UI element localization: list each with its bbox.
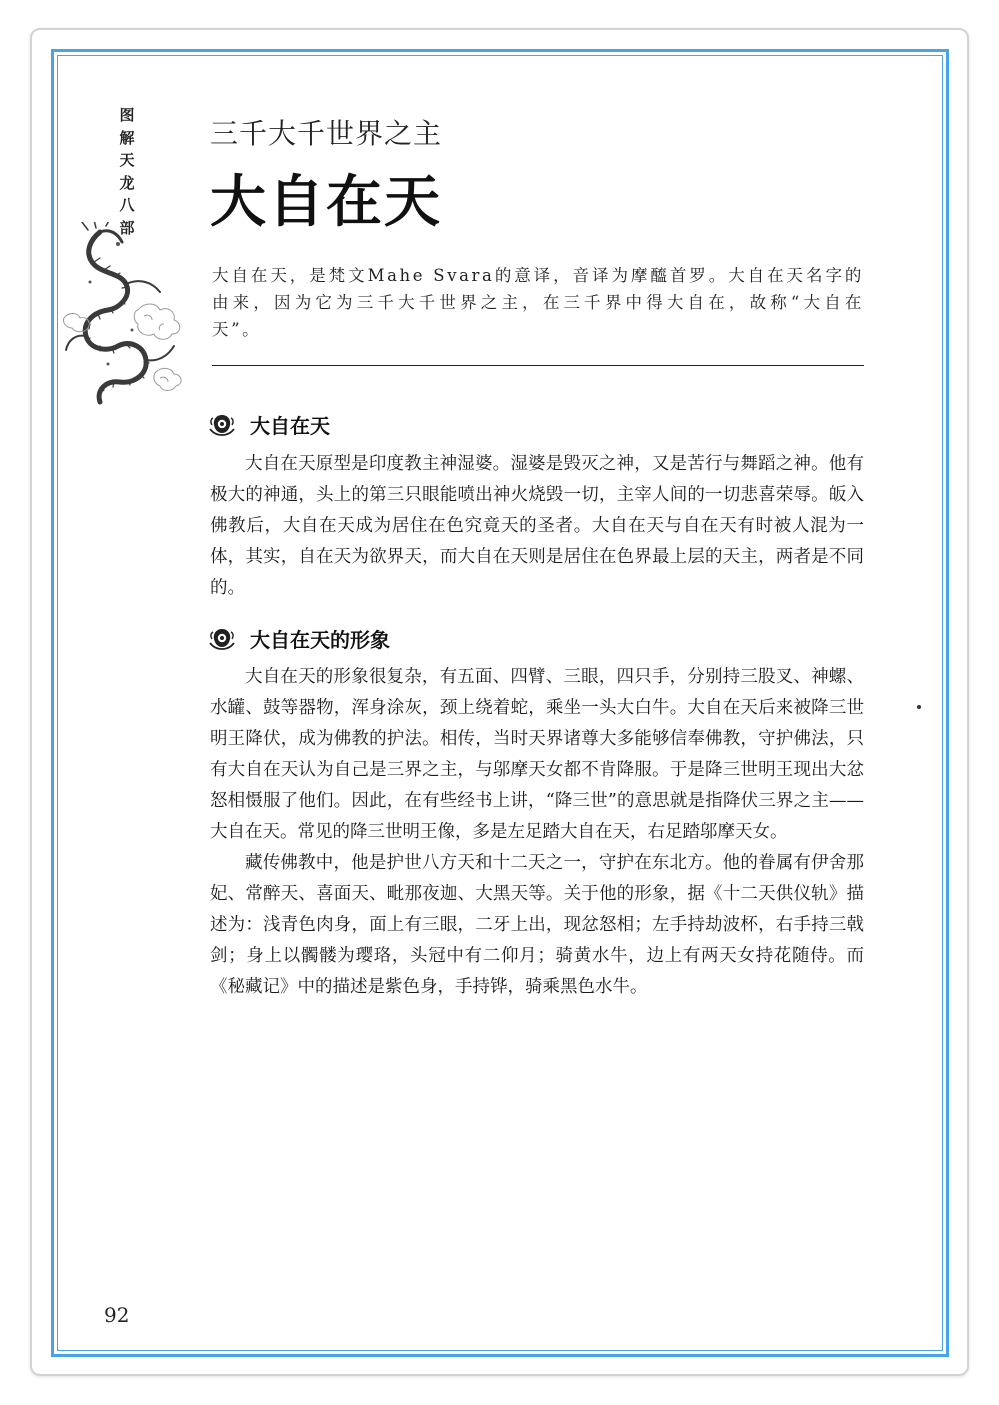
body-paragraph: 大自在天的形象很复杂，有五面、四臂、三眼，四只手，分别持三股叉、神螺、水罐、鼓等器物，浑身涂灰，颈上绕着蛇，乘坐一头大白牛。大自在天后来被降三世明王降伏，成为佛教的护法。相传，当时天界诸尊大多能够信奉佛教，守护佛法，只有大自在天认为自己是三界之主，与邬摩天女都不肯降服。于是降三世明王现出大忿怒相慑服了他们。因此，在有些经书上讲，“降三世”的意思就是指降伏三界之主——大自在天。常见的降三世明王像，多是左足踏大自在天，右足踏邬摩天女。 [210, 667, 864, 842]
section-body [210, 449, 864, 604]
dragon-illustration-icon [60, 222, 200, 412]
series-label-char: 解 [119, 128, 135, 147]
print-speck [917, 705, 921, 709]
series-label [112, 104, 142, 239]
body-paragraph: 藏传佛教中，他是护世八方天和十二天之一，守护在东北方。他的眷属有伊舍那妃、常醉天、喜面天、毗那夜迦、大黑天等。关于他的形象，据《十二天供仪轨》描述为：浅青色肉身，面上有三眼，二牙上出，现忿怒相；左手持劫波杯，右手持三戟剑；身上以髑髅为璎珞，头冠中有二仰月；骑黄水牛，边上有两天女持花随侍。而《秘藏记》中的描述是紫色身，手持铧，骑乘黑色水牛。 [210, 853, 864, 997]
page-number: 92 [104, 1303, 130, 1327]
page-subtitle: 三千大千世界之主 [210, 117, 443, 150]
divider [212, 365, 864, 366]
section-heading-text: 大自在天 [250, 414, 330, 438]
series-label-char: 龙 [119, 173, 135, 192]
body-paragraph: 大自在天原型是印度教主神湿婆。湿婆是毁灭之神，又是苦行与舞蹈之神。他有极大的神通，头上的第三只眼能喷出神火烧毁一切，主宰人间的一切悲喜荣辱。皈入佛教后，大自在天成为居住在色究竟天的圣者。大自在天与自在天有时被人混为一体，其实，自在天为欲界天，而大自在天则是居住在色界最上层的天主，两者是不同的。 [210, 454, 864, 598]
section-body [210, 662, 864, 1003]
series-label-char: 图 [119, 106, 135, 124]
section-heading [208, 410, 330, 439]
series-label-char: 天 [119, 151, 135, 169]
series-label-char: 部 [119, 218, 135, 237]
section-heading [208, 624, 390, 653]
lotus-icon [208, 413, 236, 437]
section-heading-text: 大自在天的形象 [250, 628, 390, 652]
page-title: 大自在天 [210, 169, 442, 235]
intro-paragraph: 大自在天，是梵文Mahe Svara的意译，音译为摩醯首罗。大自在天名字的由来，因为它为三千大千世界之主，在三千界中得大自在，故称“大自在天”。 [212, 266, 864, 339]
series-label-char: 八 [119, 196, 135, 214]
lotus-icon [208, 627, 236, 651]
